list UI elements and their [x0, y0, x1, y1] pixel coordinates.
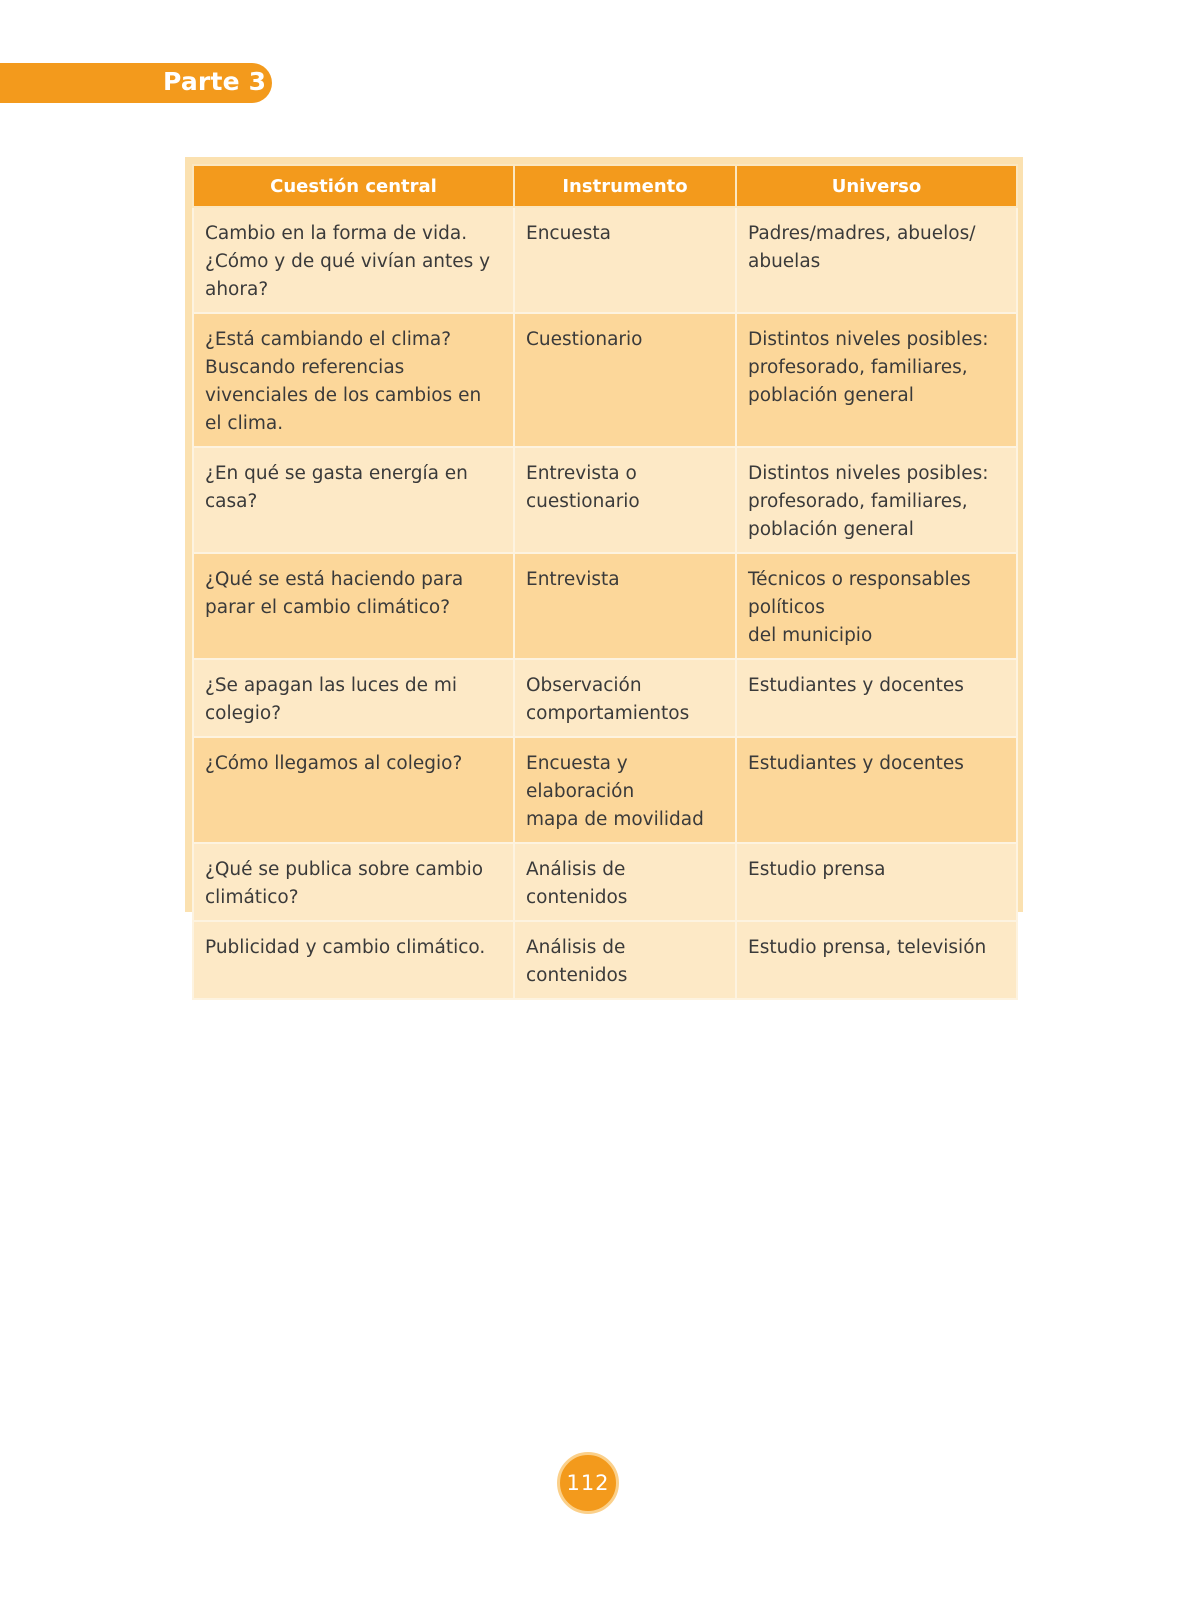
cell-instrument: Cuestionario [514, 313, 736, 447]
cell-universe: Estudiantes y docentes [736, 737, 1017, 843]
page-number-badge: 112 [557, 1452, 619, 1514]
table-row [193, 843, 1017, 921]
cell-question: Cambio en la forma de vida. ¿Cómo y de qué vivían antes y ahora? [193, 207, 514, 313]
header-universe: Universo [736, 165, 1017, 207]
table-row [193, 921, 1017, 999]
table-row [193, 447, 1017, 553]
table-row [193, 207, 1017, 313]
cell-universe: Estudiantes y docentes [736, 659, 1017, 737]
cell-universe: Padres/madres, abuelos/ abuelas [736, 207, 1017, 313]
cell-universe: Estudio prensa [736, 843, 1017, 921]
table-row [193, 737, 1017, 843]
cell-question: ¿Qué se está haciendo para parar el cambio climático? [193, 553, 514, 659]
header-central-question: Cuestión central [193, 165, 514, 207]
cell-instrument: Observación comportamientos [514, 659, 736, 737]
part-label: Parte 3 [163, 67, 267, 96]
cell-instrument: Encuesta [514, 207, 736, 313]
cell-instrument: Entrevista [514, 553, 736, 659]
cell-instrument: Análisis de contenidos [514, 843, 736, 921]
research-methods-table [192, 164, 1018, 1000]
cell-question: ¿Está cambiando el clima? Buscando referencias vivenciales de los cambios en el clima. [193, 313, 514, 447]
table-header-row [193, 165, 1017, 207]
cell-universe: Distintos niveles posibles: profesorado, familiares, población general [736, 447, 1017, 553]
table-frame [185, 157, 1023, 986]
table-row [193, 553, 1017, 659]
cell-question: ¿Cómo llegamos al colegio? [193, 737, 514, 843]
part-tab [0, 63, 272, 103]
cell-question: Publicidad y cambio climático. [193, 921, 514, 999]
header-instrument: Instrumento [514, 165, 736, 207]
cell-instrument: Entrevista o cuestionario [514, 447, 736, 553]
cell-universe: Distintos niveles posibles: profesorado, familiares, población general [736, 313, 1017, 447]
cell-instrument: Encuesta y elaboración mapa de movilidad [514, 737, 736, 843]
cell-question: ¿En qué se gasta energía en casa? [193, 447, 514, 553]
cell-question: ¿Se apagan las luces de mi colegio? [193, 659, 514, 737]
cell-universe: Técnicos o responsables políticos del municipio [736, 553, 1017, 659]
cell-universe: Estudio prensa, televisión [736, 921, 1017, 999]
table-row [193, 659, 1017, 737]
table-row [193, 313, 1017, 447]
cell-instrument: Análisis de contenidos [514, 921, 736, 999]
cell-question: ¿Qué se publica sobre cambio climático? [193, 843, 514, 921]
